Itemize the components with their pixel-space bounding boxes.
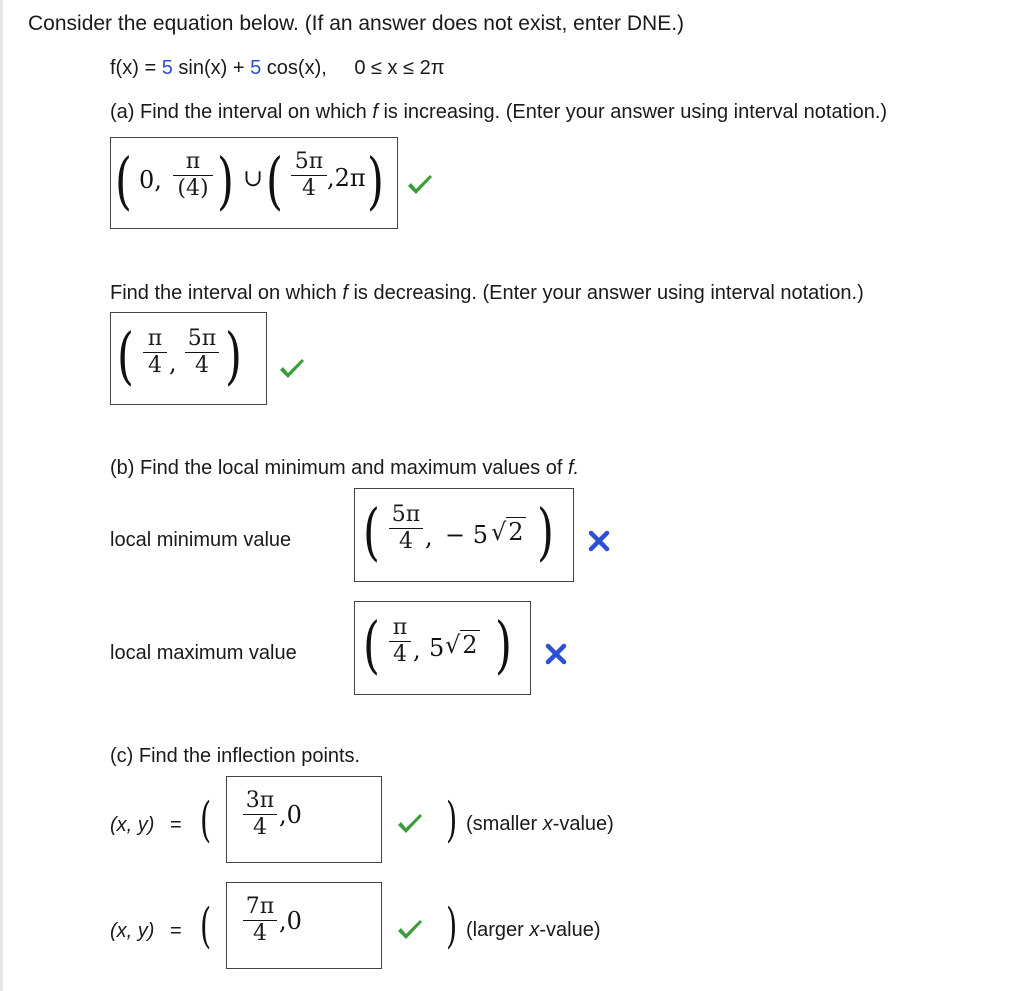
fraction-5pi-over-4 [185, 327, 219, 378]
decreasing-question-f: f [342, 282, 348, 304]
denominator: 4 [302, 176, 316, 201]
numerator: 5π [391, 502, 421, 527]
close-paren: ) [495, 608, 512, 681]
decreasing-question [110, 281, 864, 305]
decreasing-question-rest: is decreasing. (Enter your answer using interval notation.) [353, 282, 864, 304]
part-c-question: (c) Find the inflection points. [110, 745, 361, 767]
negative-five: − 5 [445, 521, 489, 549]
two-pi: ,2π [327, 164, 366, 192]
part-a-question-f: f [372, 101, 378, 123]
part-a-question [110, 100, 887, 124]
comma-zero: ,0 [279, 907, 302, 935]
close-paren: ) [446, 898, 458, 954]
larger-x-note [466, 918, 601, 942]
xy-label-text: (x, y) [110, 920, 155, 942]
part-a-question-text: (a) Find the interval on which [110, 101, 367, 123]
close-paren: ) [217, 144, 234, 217]
local-max-label: local maximum value [110, 642, 297, 664]
fraction-pi-over-4 [173, 150, 213, 201]
fraction-5pi-over-4 [291, 150, 327, 201]
check-icon [278, 358, 306, 380]
equation-domain: 0 ≤ x ≤ 2π [354, 57, 445, 79]
numerator: 3π [245, 788, 275, 813]
open-paren: ( [200, 792, 212, 848]
note-pre: (larger [466, 919, 524, 941]
decreasing-answer-field[interactable] [110, 312, 267, 405]
equation [110, 56, 445, 80]
numerator: 5π [187, 326, 217, 351]
comma: , [425, 523, 433, 551]
denominator: 4 [399, 529, 413, 554]
equation-coef1: 5 [161, 57, 173, 79]
close-paren: ) [446, 792, 458, 848]
denominator: 4 [195, 353, 209, 378]
open-paren: ( [200, 898, 212, 954]
radicand: 2 [508, 518, 524, 546]
equation-coef2: 5 [250, 57, 262, 79]
fraction-5pi-over-4 [389, 503, 423, 554]
numerator: 7π [245, 894, 275, 919]
equals: = [170, 814, 182, 836]
note-post: -value) [552, 813, 614, 835]
local-max-answer-field[interactable] [354, 601, 531, 695]
zero: 0, [139, 166, 162, 194]
comma: , [413, 636, 421, 664]
numerator: π [185, 149, 201, 174]
xy-label-text: (x, y) [110, 814, 155, 836]
fraction-pi-over-4 [143, 327, 167, 378]
fraction-pi-over-4 [389, 616, 411, 667]
fraction-3pi-over-4 [243, 789, 277, 840]
equation-lhs: f(x) [110, 57, 139, 79]
check-icon [396, 813, 424, 835]
note-x: x [542, 813, 553, 835]
fraction-7pi-over-4 [243, 895, 277, 946]
inflection-smaller-answer-field[interactable] [226, 776, 382, 863]
equation-eq: = [144, 57, 157, 79]
close-paren: ) [367, 144, 384, 217]
denominator: 4 [393, 642, 407, 667]
part-b-question-f: f. [567, 457, 580, 479]
xy-label [110, 813, 182, 837]
part-a-question-rest: is increasing. (Enter your answer using interval notation.) [383, 101, 888, 123]
open-paren: ( [363, 608, 380, 681]
denominator: 4 [253, 815, 267, 840]
note-post: -value) [539, 919, 601, 941]
open-paren: ( [117, 319, 134, 392]
five: 5 [429, 634, 445, 662]
open-paren: ( [115, 144, 132, 217]
equation-term1: sin(x) [178, 57, 228, 79]
open-paren: ( [363, 495, 380, 568]
numerator: π [147, 326, 163, 351]
equals: = [170, 920, 182, 942]
cross-icon [588, 530, 610, 552]
denominator: 4 [253, 921, 267, 946]
smaller-x-note [466, 812, 614, 836]
inflection-larger-answer-field[interactable] [226, 882, 382, 969]
denominator: (4) [177, 176, 209, 201]
close-paren: ) [537, 495, 554, 568]
check-icon [396, 919, 424, 941]
comma-zero: ,0 [279, 801, 302, 829]
xy-label [110, 919, 182, 943]
local-min-answer-field[interactable] [354, 488, 574, 582]
sqrt-two: √2 [445, 631, 478, 659]
open-paren: ( [266, 144, 283, 217]
equation-term2: cos(x), [266, 57, 327, 79]
numerator: 5π [294, 149, 324, 174]
radicand: 2 [462, 631, 478, 659]
part-b-question [110, 456, 579, 480]
part-b-question-text: (b) Find the local minimum and maximum values of [110, 457, 563, 479]
union-symbol: ∪ [243, 164, 264, 192]
increasing-answer-field[interactable] [110, 137, 398, 229]
note-x: x [529, 919, 540, 941]
denominator: 4 [148, 353, 162, 378]
sqrt-two: √2 [491, 518, 524, 546]
cross-icon [545, 643, 567, 665]
numerator: π [392, 615, 408, 640]
left-border [0, 0, 3, 991]
comma: , [169, 349, 177, 377]
local-min-label: local minimum value [110, 529, 292, 551]
equation-plus: + [232, 57, 245, 79]
intro-text: Consider the equation below. (If an answer does not exist, enter DNE.) [28, 12, 685, 35]
decreasing-question-text: Find the interval on which [110, 282, 337, 304]
check-icon [406, 174, 434, 196]
note-pre: (smaller [466, 813, 538, 835]
close-paren: ) [225, 319, 242, 392]
